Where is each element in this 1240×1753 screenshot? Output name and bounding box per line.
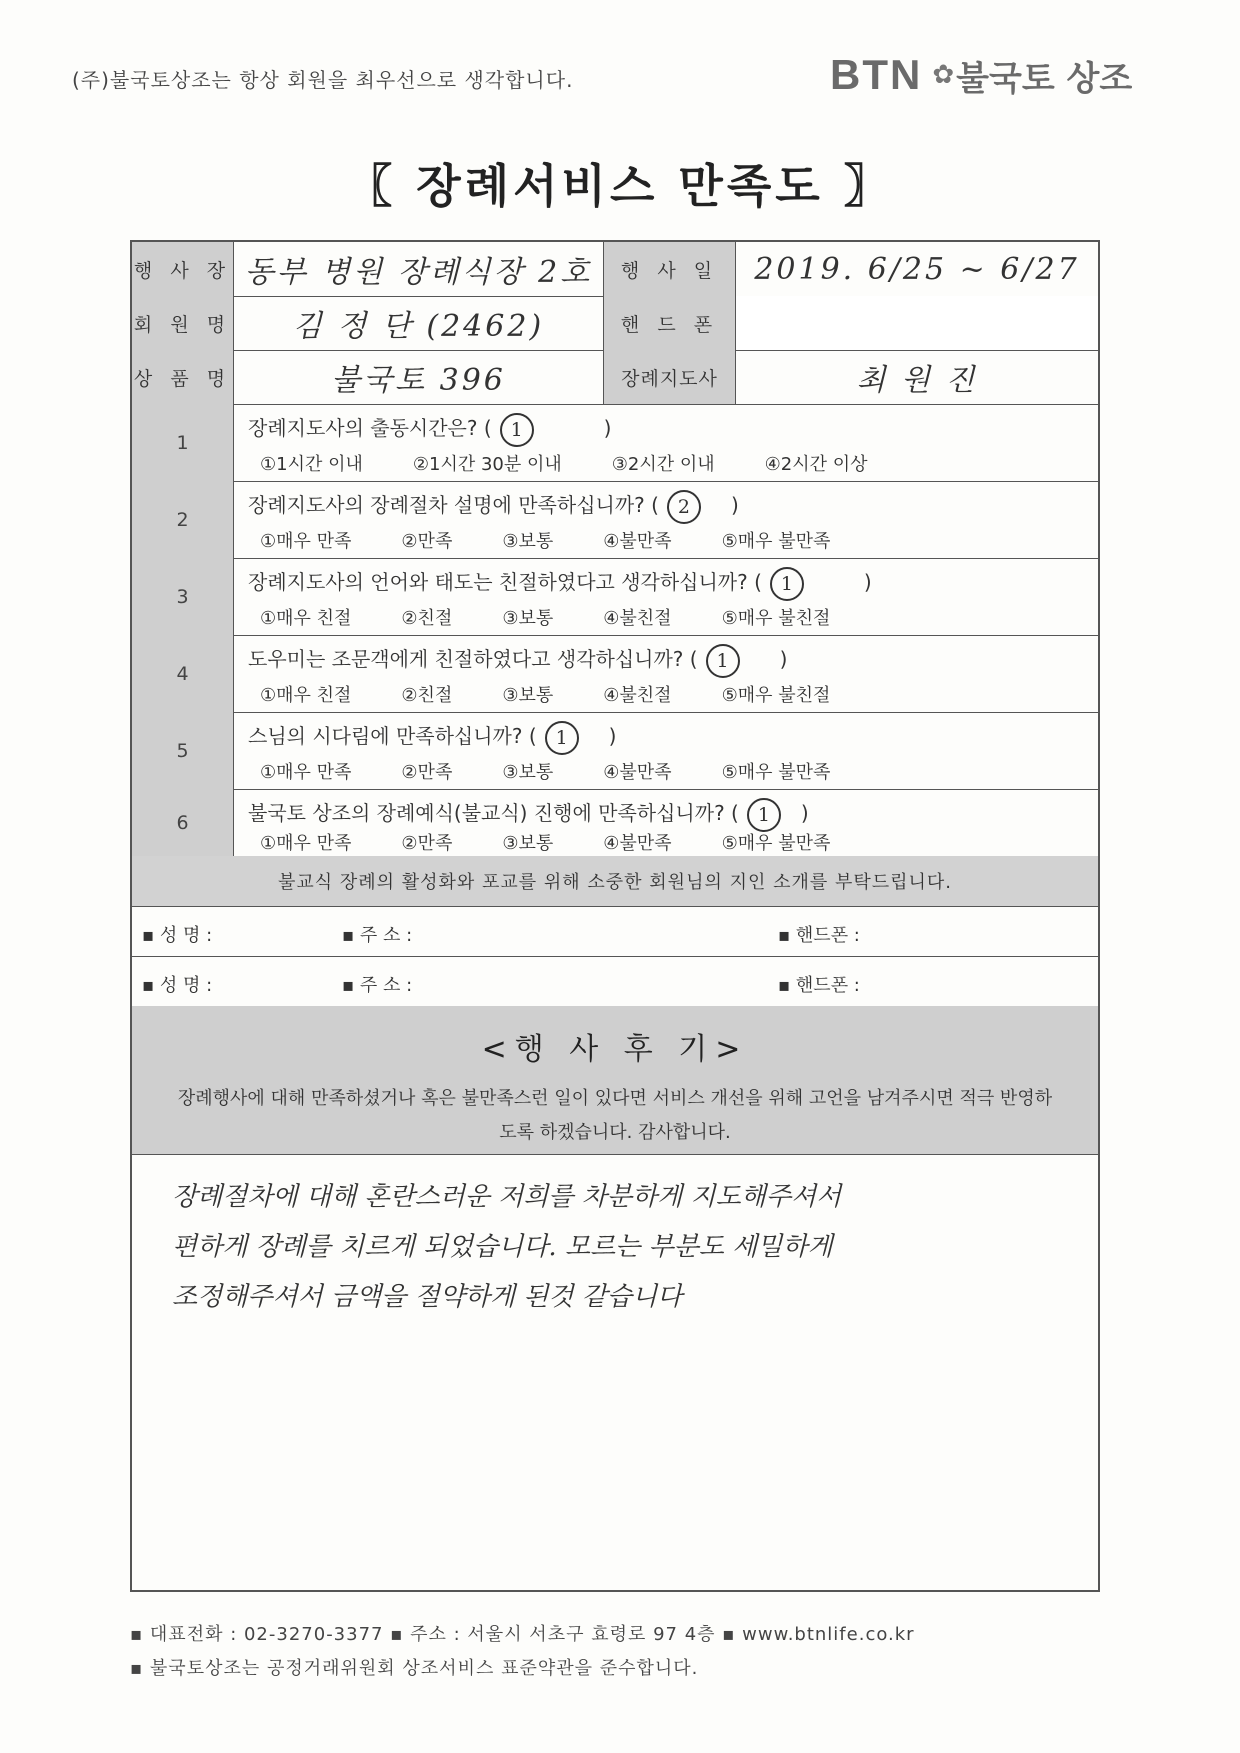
question-number: 4 bbox=[132, 635, 234, 712]
option[interactable]: ⑤매우 불친절 bbox=[721, 608, 831, 629]
question-row bbox=[132, 558, 1098, 636]
question-text bbox=[248, 489, 739, 524]
review-line: 장례절차에 대해 혼란스러운 저희를 차분하게 지도해주셔서 bbox=[172, 1182, 842, 1212]
question-number: 3 bbox=[132, 558, 234, 635]
answer-circle[interactable]: 1 bbox=[706, 644, 740, 678]
product-label: 상 품 명 bbox=[132, 350, 234, 404]
question-number: 2 bbox=[132, 481, 234, 558]
option[interactable]: ③보통 bbox=[502, 833, 554, 854]
slogan: (주)불국토상조는 항상 회원을 최우선으로 생각합니다. bbox=[72, 68, 574, 92]
option[interactable]: ⑤매우 불만족 bbox=[721, 833, 831, 854]
question-number: 1 bbox=[132, 404, 234, 481]
referral-name-label[interactable]: ▪ 성 명 : bbox=[142, 975, 213, 996]
director-label: 장례지도사 bbox=[604, 350, 736, 404]
option[interactable]: ⑤매우 불만족 bbox=[721, 531, 831, 552]
question-number: 5 bbox=[132, 712, 234, 789]
question-prompt: 도우미는 조문객에게 친절하였다고 생각하십니까? ( bbox=[248, 647, 698, 671]
question-row bbox=[132, 635, 1098, 713]
review-line: 편하게 장례를 치르게 되었습니다. 모르는 부분도 세밀하게 bbox=[172, 1232, 833, 1262]
referral-banner: 불교식 장례의 활성화와 포교를 위해 소중한 회원님의 지인 소개를 부탁드립니다. bbox=[132, 856, 1098, 907]
question-options bbox=[260, 604, 880, 630]
event-place-label: 행 사 장 bbox=[132, 242, 234, 296]
option[interactable]: ①매우 만족 bbox=[260, 531, 352, 552]
option[interactable]: ②만족 bbox=[401, 531, 453, 552]
question-prompt: 장례지도사의 언어와 태도는 친절하였다고 생각하십니까? ( bbox=[248, 570, 762, 594]
option[interactable]: ③보통 bbox=[502, 685, 554, 706]
info-row-product bbox=[132, 350, 1098, 405]
option[interactable]: ①매우 만족 bbox=[260, 833, 352, 854]
question-close: ) bbox=[800, 801, 809, 825]
question-row bbox=[132, 481, 1098, 559]
question-options bbox=[260, 681, 880, 707]
option[interactable]: ⑤매우 불친절 bbox=[721, 685, 831, 706]
question-text bbox=[248, 566, 872, 601]
option[interactable]: ③2시간 이내 bbox=[611, 454, 715, 475]
review-title: <행 사 후 기> bbox=[481, 1032, 749, 1067]
question-text bbox=[248, 412, 611, 447]
question-row bbox=[132, 712, 1098, 790]
option[interactable]: ①매우 친절 bbox=[260, 608, 352, 629]
phone-value[interactable] bbox=[736, 296, 1098, 350]
option[interactable]: ③보통 bbox=[502, 608, 554, 629]
info-row-member bbox=[132, 296, 1098, 351]
product-value[interactable]: 불국토 396 bbox=[234, 350, 604, 404]
option[interactable]: ①1시간 이내 bbox=[260, 454, 363, 475]
option[interactable]: ②만족 bbox=[401, 833, 453, 854]
referral-phone-label[interactable]: ▪ 핸드폰 : bbox=[778, 925, 860, 946]
answer-circle[interactable]: 1 bbox=[770, 567, 804, 601]
question-options bbox=[260, 829, 880, 855]
event-date-label: 행 사 일 bbox=[604, 242, 736, 296]
referral-name-label[interactable]: ▪ 성 명 : bbox=[142, 925, 213, 946]
review-description: 장례행사에 대해 만족하셨거나 혹은 불만족스런 일이 있다면 서비스 개선을 위해 고언을 남겨주시면 적극 반영하도록 하겠습니다. 감사합니다. bbox=[177, 1088, 1053, 1143]
question-close: ) bbox=[779, 647, 788, 671]
lotus-icon: ✿ bbox=[932, 60, 955, 90]
question-options bbox=[260, 450, 918, 476]
question-text bbox=[248, 720, 616, 755]
info-row-event bbox=[132, 242, 1098, 297]
referral-address-label[interactable]: ▪ 주 소 : bbox=[342, 925, 413, 946]
survey-form bbox=[130, 240, 1100, 1592]
question-text bbox=[248, 797, 809, 832]
question-prompt: 스님의 시다림에 만족하십니까? ( bbox=[248, 724, 537, 748]
question-options bbox=[260, 758, 880, 784]
event-place-value[interactable]: 동부 병원 장례식장 2호 bbox=[234, 242, 604, 296]
referral-address-label[interactable]: ▪ 주 소 : bbox=[342, 975, 413, 996]
option[interactable]: ④불만족 bbox=[603, 762, 672, 783]
answer-circle[interactable]: 1 bbox=[500, 413, 534, 447]
option[interactable]: ②1시간 30분 이내 bbox=[412, 454, 562, 475]
review-header bbox=[132, 1006, 1098, 1155]
option[interactable]: ④불만족 bbox=[603, 833, 672, 854]
option[interactable]: ⑤매우 불만족 bbox=[721, 762, 831, 783]
question-prompt: 장례지도사의 장례절차 설명에 만족하십니까? ( bbox=[248, 493, 659, 517]
company-logo bbox=[830, 52, 1132, 98]
answer-circle[interactable]: 1 bbox=[747, 798, 781, 832]
question-row bbox=[132, 404, 1098, 482]
footer-contact: ▪ 대표전화 : 02-3270-3377 ▪ 주소 : 서울시 서초구 효령로 97 4층 ▪ www.btnlife.co.kr bbox=[130, 1624, 915, 1645]
logo-brand: 불국토 상조 bbox=[956, 58, 1133, 99]
phone-label: 핸 드 폰 bbox=[604, 296, 736, 350]
answer-circle[interactable]: 2 bbox=[667, 490, 701, 524]
question-row bbox=[132, 789, 1098, 857]
option[interactable]: ④불친절 bbox=[603, 685, 672, 706]
member-label: 회 원 명 bbox=[132, 296, 234, 350]
event-date-value[interactable]: 2019. 6/25 ~ 6/27 bbox=[754, 251, 1080, 287]
answer-circle[interactable]: 1 bbox=[545, 721, 579, 755]
question-close: ) bbox=[863, 570, 872, 594]
question-close: ) bbox=[603, 416, 612, 440]
question-options bbox=[260, 527, 880, 553]
referral-phone-label[interactable]: ▪ 핸드폰 : bbox=[778, 975, 860, 996]
page-title: 〖 장례서비스 만족도 〗 bbox=[346, 159, 894, 213]
referral-row bbox=[132, 956, 1098, 1007]
logo-btn: BTN bbox=[830, 51, 923, 98]
referral-row bbox=[132, 906, 1098, 957]
question-number: 6 bbox=[132, 789, 234, 856]
option[interactable]: ②만족 bbox=[401, 762, 453, 783]
option[interactable]: ③보통 bbox=[502, 762, 554, 783]
option[interactable]: ④2시간 이상 bbox=[764, 454, 868, 475]
option[interactable]: ④불만족 bbox=[603, 531, 672, 552]
question-close: ) bbox=[730, 493, 739, 517]
director-value[interactable]: 최 원 진 bbox=[856, 363, 978, 398]
option[interactable]: ④불친절 bbox=[603, 608, 672, 629]
option[interactable]: ②친절 bbox=[401, 608, 453, 629]
footer-notice: ▪ 불국토상조는 공정거래위원회 상조서비스 표준약관을 준수합니다. bbox=[130, 1658, 699, 1679]
option[interactable]: ③보통 bbox=[502, 531, 554, 552]
question-prompt: 불국토 상조의 장례예식(불교식) 진행에 만족하십니까? ( bbox=[248, 801, 739, 825]
review-line: 조정해주셔서 금액을 절약하게 된것 같습니다 bbox=[172, 1282, 683, 1312]
option[interactable]: ①매우 친절 bbox=[260, 685, 352, 706]
option[interactable]: ②친절 bbox=[401, 685, 453, 706]
question-close: ) bbox=[608, 724, 617, 748]
option[interactable]: ①매우 만족 bbox=[260, 762, 352, 783]
question-text bbox=[248, 643, 787, 678]
member-value[interactable]: 김 정 단 (2462) bbox=[234, 296, 604, 350]
review-text[interactable] bbox=[172, 1172, 1072, 1322]
question-prompt: 장례지도사의 출동시간은? ( bbox=[248, 416, 492, 440]
